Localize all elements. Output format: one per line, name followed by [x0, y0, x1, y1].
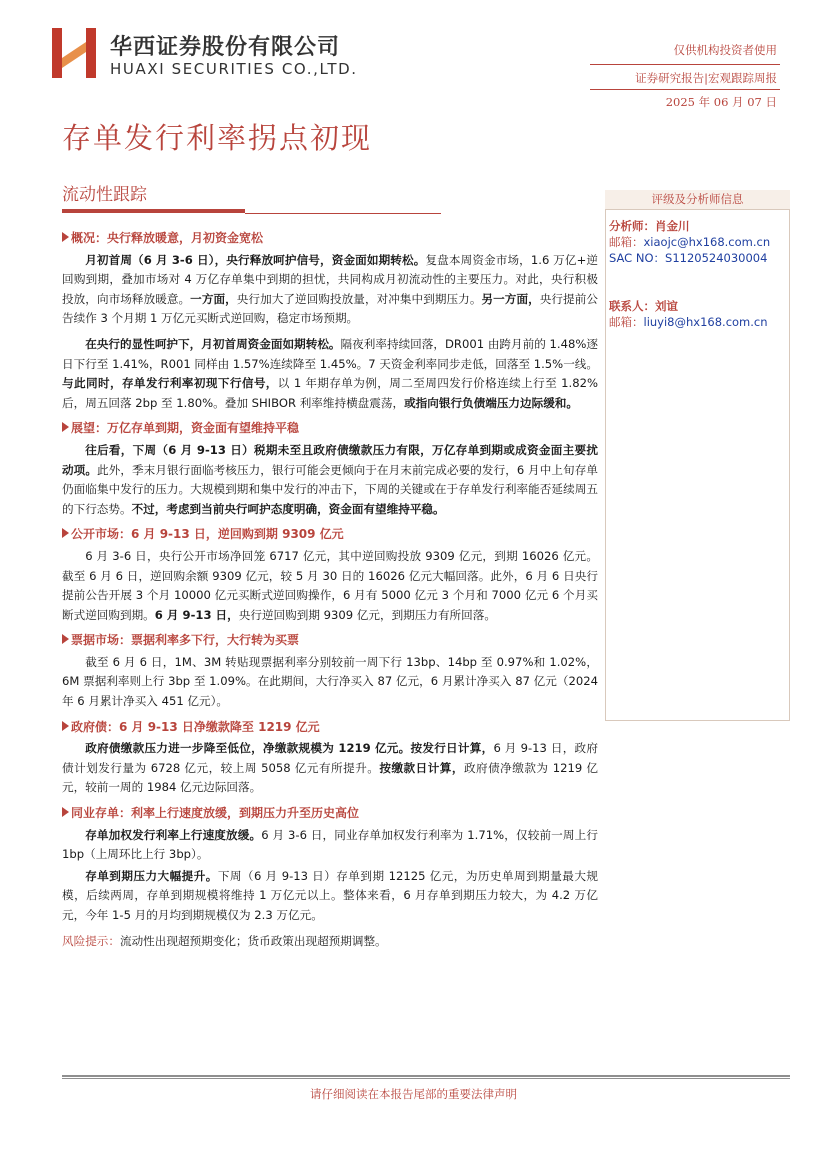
subtitle-bar: [62, 209, 245, 213]
paragraph: 截至 6 月 6 日，1M、3M 转贴现票据利率分别较前一周下行 13bp、14bp 至 0.97%和 1.02%，6M 票据利率则上行 3bp 至 1.09%。在此期间，大行净买入 87 亿元，6 月累计净买入 87 亿元（2024 年 6 月累计净买入 451 亿元）。: [62, 654, 598, 709]
contact-email-link[interactable]: liuyi8@hx168.com.cn: [643, 315, 768, 329]
analyst-email-link[interactable]: xiaojc@hx168.com.cn: [643, 235, 771, 249]
triangle-bullet-icon: [62, 634, 69, 644]
sac-number: SAC NO：S1120524030004: [609, 251, 768, 265]
section-heading: 政府债：6 月 9-13 日净缴款降至 1219 亿元: [62, 718, 598, 738]
contact-name: 联系人：刘谊: [609, 299, 678, 313]
triangle-bullet-icon: [62, 232, 69, 242]
paragraph: 在央行的显性呵护下，月初首周资金面如期转松。隔夜利率持续回落，DR001 由跨月前的 1.48%逐日下行至 1.41%，R001 同样由 1.57%连续降至 1.45%。7 天资金利率同步走低，回落至 1.5%一线。与此同时，存单发行利率初现下行信号，以 1 年期存单为例，周二至周四发行价格连续上行至 1.82%后，周五回落 2bp 至 1.80%。叠加 SHIBOR 利率维持横盘震荡，或指向银行负债端压力边际缓和。: [62, 336, 598, 410]
analyst-info-box: [605, 190, 790, 721]
section-heading: 同业存单：利率上行速度放缓，到期压力升至历史高位: [62, 804, 598, 824]
section-heading: 展望：万亿存单到期，资金面有望维持平稳: [62, 419, 598, 439]
section-heading: 概况：央行释放暖意，月初资金宽松: [62, 229, 598, 249]
paragraph: 政府债缴款压力进一步降至低位，净缴款规模为 1219 亿元。按发行日计算，6 月 9-13 日，政府债计划发行量为 6728 亿元，较上周 5058 亿元有所提升。按缴款日计算，政府债净缴款为 1219 亿元，较前一周的 1984 亿元边际回落。: [62, 741, 599, 795]
huaxi-logo-icon: [52, 28, 96, 78]
analyst-name: 分析师：肖金川: [609, 219, 690, 233]
analyst-info-header: 评级及分析师信息: [605, 190, 790, 210]
paragraph: 6 月 3-6 日，央行公开市场净回笼 6717 亿元，其中逆回购投放 9309 亿元，到期 16026 亿元。截至 6 月 6 日，逆回购余额 9309 亿元，较 5 月 30 日的 16026 亿元大幅回落。此外，6 月 6 日央行提前公告开展 3 个月 10000 亿元买断式逆回购操作，6 月有 5000 亿元 3 个月和 7000 亿元 6 个月买断式逆回购到期。6 月 9-13 日，央行逆回购到期 9309 亿元，到期压力有所回落。: [62, 548, 598, 622]
report-type: 证券研究报告|宏观跟踪周报: [635, 71, 777, 85]
contact-email: 邮箱：liuyi8@hx168.com.cn: [609, 315, 768, 329]
paragraph: 月初首周（6 月 3-6 日），央行释放呵护信号，资金面如期转松。复盘本周资金市场，1.6 万亿+逆回购到期，叠加市场对 4 万亿存单集中到期的担忧，共同构成月初流动性的主要压力。对此，央行积极投放，向市场释放暖意。一方面，央行加大了逆回购投放量，对冲集中到期压力。另一方面，央行提前公告续作 3 个月期 1 万亿元买断式逆回购，稳定市场预期。: [62, 252, 599, 326]
main-content: [62, 229, 598, 951]
paragraph: 存单到期压力大幅提升。下周（6 月 9-13 日）存单到期 12125 亿元，为历史单周到期量最大规模，后续两周，存单到期规模将维持 1 万亿元以上。整体来看，6 月存单到期压力较大，为 4.2 万亿元，今年 1-5 月的月均到期规模仅为 2.3 万亿元。: [62, 868, 598, 922]
header-divider: [590, 64, 780, 65]
analyst-email: 邮箱：xiaojc@hx168.com.cn: [609, 235, 771, 249]
triangle-bullet-icon: [62, 422, 69, 432]
triangle-bullet-icon: [62, 807, 69, 817]
triangle-bullet-icon: [62, 721, 69, 731]
subtitle-line: [245, 213, 441, 214]
risk-warning: 风险提示：流动性出现超预期变化；货币政策出现超预期调整。: [62, 933, 387, 948]
report-title: 存单发行利率拐点初现: [62, 121, 373, 155]
triangle-bullet-icon: [62, 528, 69, 538]
footer-divider: [62, 1078, 790, 1079]
footer-divider: [62, 1075, 790, 1077]
audience-note: 仅供机构投资者使用: [673, 43, 777, 57]
paragraph: 存单加权发行利率上行速度放缓。6 月 3-6 日，同业存单加权发行利率为 1.71%，仅较前一周上行 1bp（上周环比上行 3bp）。: [62, 827, 598, 862]
legal-notice: 请仔细阅读在本报告尾部的重要法律声明: [310, 1087, 517, 1101]
company-name-en: HUAXI SECURITIES CO.,LTD.: [110, 60, 358, 78]
report-subtitle: 流动性跟踪: [62, 185, 147, 205]
paragraph: 往后看，下周（6 月 9-13 日）税期未至且政府债缴款压力有限，万亿存单到期或成资金面主要扰动项。此外，季末月银行面临考核压力，银行可能会更倾向于在月末前完成必要的发行，6 月中上旬存单仍面临集中发行的压力。大规模到期和集中发行的冲击下，下周的关键或在于存单发行利率能否延续周五的下行态势。不过，考虑到当前央行呵护态度明确，资金面有望维持平稳。: [62, 442, 598, 516]
header-divider: [590, 89, 780, 90]
company-name-cn: 华西证券股份有限公司: [110, 35, 341, 60]
section-heading: 票据市场：票据利率多下行，大行转为买票: [62, 631, 598, 651]
report-date: 2025 年 06 月 07 日: [665, 95, 777, 109]
section-heading: 公开市场：6 月 9-13 日，逆回购到期 9309 亿元: [62, 525, 598, 545]
